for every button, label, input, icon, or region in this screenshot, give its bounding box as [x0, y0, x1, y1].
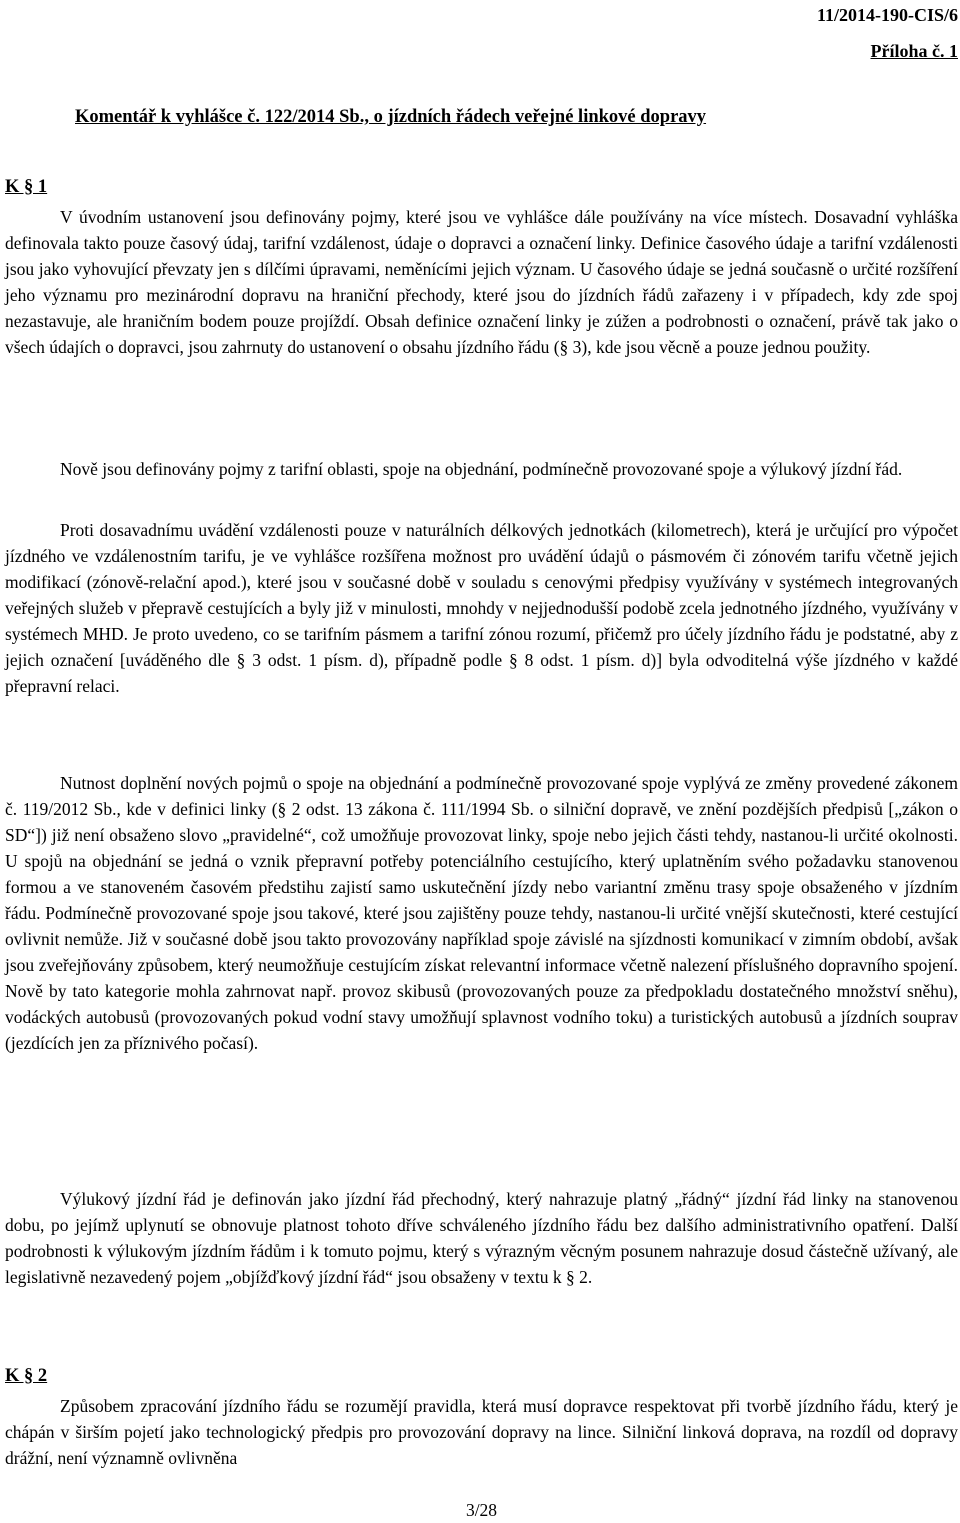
section-heading-k1: K § 1: [5, 177, 48, 197]
paragraph: Nově jsou definovány pojmy z tarifní oblasti, spoje na objednání, podmínečně provozované spoje a výlukový jízdní řád.: [60, 459, 903, 479]
annex-label: Příloha č. 1: [870, 41, 958, 61]
paragraph: Výlukový jízdní řád je definován jako jízdní řád přechodný, který nahrazuje platný „řádný“ jízdní řád linky na stanovenou dobu, po jejímž uplynutí se obnovuje platnost tohoto dříve schváleného jízdního řádu bez dalšího administrativního opatření. Další podrobnosti k výlukovým jízdním řádům i k tomuto pojmu, který s výrazným věcným posunem nahrazuje dosud částečně užívaný, ale legislativně nezavedený pojem „objížďkový jízdní řád“ jsou obsaženy v textu k § 2.: [5, 1189, 958, 1287]
page-number: 3/28: [465, 1500, 498, 1520]
paragraph: Proti dosavadnímu uvádění vzdálenosti pouze v naturálních délkových jednotkách (kilometrech), která je určující pro výpočet jízdného ve vzdálenostním tarifu, je ve vyhlášce rozšířena možnost pro uvádění údajů o pásmovém či zónovém tarifu včetně jejich modifikací (zónově-relační apod.), které jsou v současné době v souladu s cenovými předpisy využívány v systémech integrovaných veřejných služeb v přepravě cestujících a byly již v minulosti, mnohdy v nejjednodušší podobě zcela jednotného jízdného, využívány v systémech MHD. Je proto uvedeno, co se tarifním pásmem a tarifní zónou rozumí, přičemž pro účely jízdního řádu je podstatné, aby z jejich označení [uváděného dle § 3 odst. 1 písm. d), případně podle § 8 odst. 1 písm. d)] byla odvoditelná výše jízdného v každé přepravní relaci.: [5, 520, 958, 696]
paragraph: Nutnost doplnění nových pojmů o spoje na objednání a podmínečně provozované spoje vyplývá ze změny provedené zákonem č. 119/2012 Sb., kde v definici linky (§ 2 odst. 13 zákona č. 111/1994 Sb. o silniční dopravě, ve znění pozdějších předpisů [„zákon o SD“]) již není obsaženo slovo „pravidelné“, což umožňuje provozovat linky, spoje nebo jejich části tehdy, nastanou-li určité okolnosti. U spojů na objednání se jedná o vznik přepravní potřeby potenciálního cestujícího, který uplatněním svého požadavku stanovenou formou a ve stanoveném časovém předstihu zajistí samo uskutečnění jízdy nebo variantní změnu trasy spoje obsaženého v jízdním řádu. Podmínečně provozované spoje jsou takové, které jsou zajištěny pouze tehdy, nastanou-li určité vnější skutečnosti, které cestující ovlivnit nemůže. Již v současné době jsou takto provozovány například spoje závislé na sjízdnosti komunikací v zimním období, avšak jsou zveřejňovány způsobem, který neumožňuje cestujícím získat relevantní informace včetně nalezení příslušného dopravního spojení. Nově by tato kategorie mohla zahrnovat např. provoz skibusů (provozovaných pouze za předpokladu dostatečného množství sněhu), vodáckých autobusů (provozovaných pokud vodní stavy umožňují splavnost vodního toku) a turistických autobusů a jízdních souprav (jezdících jen za příznivého počasí).: [5, 773, 958, 1053]
document-page: [5, 0, 958, 1520]
paragraph: Způsobem zpracování jízdního řádu se rozumějí pravidla, která musí dopravce respektovat při tvorbě jízdního řádu, který je chápán v širším pojetí jako technologický předpis pro provozování dopravy na lince. Silniční linková doprava, na rozdíl od dopravy drážní, není významně ovlivněna: [5, 1396, 958, 1468]
document-reference: 11/2014-190-CIS/6: [816, 5, 958, 25]
section-heading-k2: K § 2: [5, 1366, 48, 1386]
paragraph: V úvodním ustanovení jsou definovány pojmy, které jsou ve vyhlášce dále používány na více místech. Dosavadní vyhláška definovala takto pouze časový údaj, tarifní vzdálenost, údaje o dopravci a označení linky. Definice časového údaje a tarifní vzdálenosti jsou jako vyhovující převzaty jen s dílčími úpravami, neměnícími jejich význam. U časového údaje se jedná současně o určité rozšíření jeho významu pro mezinárodní dopravu na hraniční přechody, které jsou do jízdních řádů zařazeny i v případech, kdy zde spoj nezastavuje, ale hraničním bodem pouze projíždí. Obsah definice označení linky je zúžen a podrobnosti o označení, právě tak jako o všech údajích o dopravci, jsou zahrnuty do ustanovení o obsahu jízdního řádu (§ 3), kde jsou věcně a pouze jednou použity.: [5, 207, 958, 357]
document-title: Komentář k vyhlášce č. 122/2014 Sb., o jízdních řádech veřejné linkové dopravy: [75, 107, 707, 127]
